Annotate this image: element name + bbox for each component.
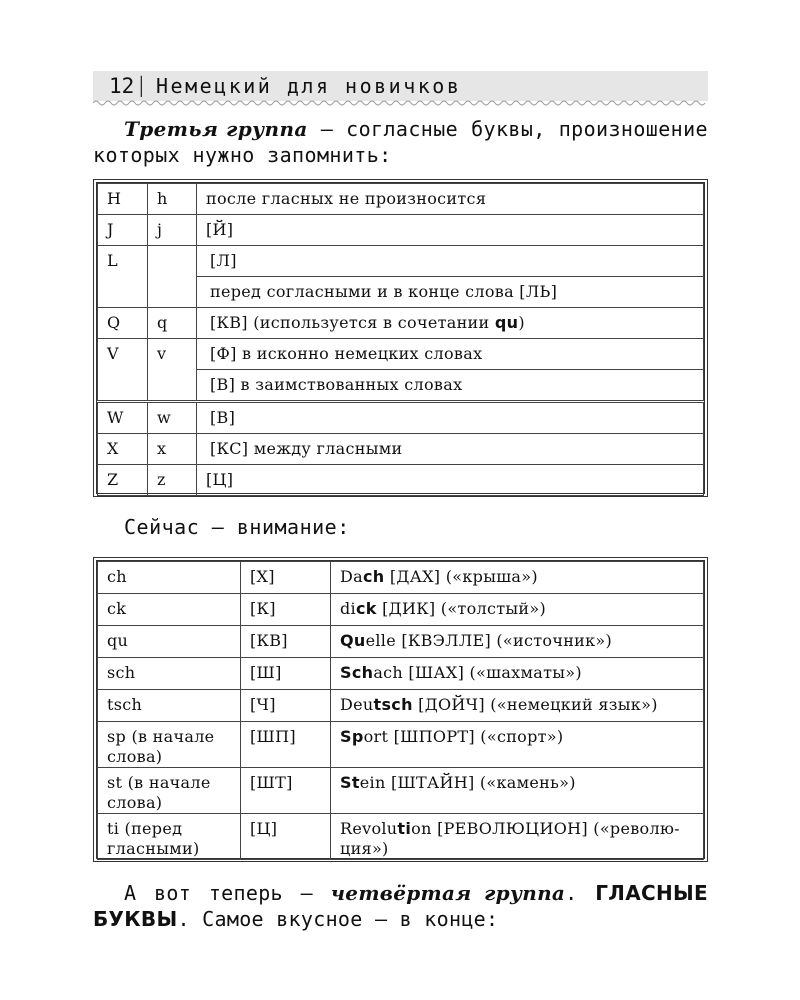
combination: ck — [98, 594, 241, 626]
upper-letter: W — [98, 402, 148, 434]
combination: qu — [98, 626, 241, 658]
example — [331, 626, 704, 658]
table-row — [98, 768, 704, 814]
pronunciation: после гласных не произносится — [197, 184, 704, 215]
closing-paragraph — [93, 880, 708, 932]
lower-letter: w — [148, 402, 197, 434]
pronunciation-text: ) — [518, 313, 525, 332]
example-text: elle [КВЭЛЛЕ] («источник») — [365, 631, 613, 650]
example-text: Deu — [340, 695, 374, 714]
closing-text: . — [565, 881, 596, 905]
example-bold: Sch — [340, 663, 374, 682]
header-separator: | — [139, 72, 144, 97]
pronunciation-bold: qu — [494, 313, 519, 332]
table-row — [98, 184, 704, 215]
example-text: Da — [340, 567, 363, 586]
example-text: [ДОЙЧ] («немецкий язык») — [412, 695, 658, 714]
lower-letter — [148, 246, 197, 308]
example-text: ach [ШАХ] («шахматы») — [373, 663, 582, 682]
sound: [Ц] — [241, 814, 331, 860]
example-bold: Qu — [340, 631, 366, 650]
pronunciation-text: [КВ] (используется в сочетании — [210, 313, 495, 332]
table-row — [98, 626, 704, 658]
table-row — [98, 402, 704, 434]
lower-letter: h — [148, 184, 197, 215]
pronunciation — [197, 308, 704, 339]
intro-paragraph — [93, 116, 708, 168]
example — [331, 658, 704, 690]
book-title: Немецкий для новичков — [156, 74, 462, 98]
upper-letter: Z — [98, 465, 148, 496]
lower-letter: x — [148, 434, 197, 465]
combination: ch — [98, 562, 241, 594]
combination: st (в начале слова) — [98, 768, 241, 814]
example — [331, 562, 704, 594]
example-text: ort [ШПОРТ] («спорт») — [363, 727, 564, 746]
upper-letter: L — [98, 246, 148, 308]
closing-bold: ГЛАСНЫЕ БУКВЫ — [93, 881, 708, 931]
example — [331, 722, 704, 768]
example-text: [ДИК] («толстый») — [376, 599, 547, 618]
example-bold: ck — [355, 599, 377, 618]
table-row — [98, 658, 704, 690]
example — [331, 768, 704, 814]
upper-letter: X — [98, 434, 148, 465]
pronunciation: [Й] — [197, 215, 704, 246]
pronunciation: перед согласными и в конце слова [ЛЬ] — [197, 277, 704, 308]
example-text: di — [340, 599, 356, 618]
combination: ti (перед гласными) — [98, 814, 241, 860]
upper-letter: H — [98, 184, 148, 215]
example-bold: Sp — [340, 727, 364, 746]
example-text: ein [ШТАЙН] («камень») — [359, 773, 576, 792]
lower-letter: q — [148, 308, 197, 339]
example-text: Revolu — [340, 819, 398, 838]
upper-letter: V — [98, 339, 148, 402]
example — [331, 690, 704, 722]
pronunciation: [В] в заимствованных словах — [197, 370, 704, 402]
example-text: [ДАХ] («крыша») — [384, 567, 538, 586]
attention-line: Сейчас — внимание: — [124, 515, 350, 539]
example-bold: ch — [362, 567, 385, 586]
sound: [К] — [241, 594, 331, 626]
table-row — [98, 246, 704, 277]
intro-term: Третья группа — [124, 117, 308, 141]
running-header — [93, 71, 708, 101]
table-row — [98, 594, 704, 626]
page-number: 12 — [109, 74, 135, 98]
example-bold: ti — [397, 819, 412, 838]
pronunciation: [Ц] — [197, 465, 704, 496]
closing-text: А вот теперь — — [124, 881, 331, 905]
decorative-wavy-border — [93, 99, 708, 107]
example-bold: St — [340, 773, 360, 792]
pronunciation: [В] — [197, 402, 704, 434]
lower-letter: z — [148, 465, 197, 496]
lower-letter: j — [148, 215, 197, 246]
closing-term: четвёртая группа — [330, 881, 566, 905]
pronunciation: [КС] между гласными — [197, 434, 704, 465]
table-row — [98, 308, 704, 339]
sound: [ШП] — [241, 722, 331, 768]
example — [331, 814, 704, 860]
lower-letter: v — [148, 339, 197, 402]
table-row — [98, 562, 704, 594]
upper-letter: Q — [98, 308, 148, 339]
table-row — [98, 339, 704, 370]
combination: sch — [98, 658, 241, 690]
example-bold: tsch — [373, 695, 413, 714]
table-row — [98, 434, 704, 465]
pronunciation: [Ф] в исконно немецких словах — [197, 339, 704, 370]
table-row — [98, 814, 704, 860]
table-row — [98, 215, 704, 246]
sound: [Ч] — [241, 690, 331, 722]
closing-text: . Самое вкусное — в конце: — [177, 907, 499, 931]
sound: [ШТ] — [241, 768, 331, 814]
example-text: on [РЕВОЛЮЦИОН] («револю-ция») — [340, 819, 680, 858]
pronunciation: [Л] — [197, 246, 704, 277]
sound: [Х] — [241, 562, 331, 594]
table-row — [98, 690, 704, 722]
consonant-table — [93, 179, 708, 497]
upper-letter: J — [98, 215, 148, 246]
sound: [КВ] — [241, 626, 331, 658]
sound: [Ш] — [241, 658, 331, 690]
combination: sp (в начале слова) — [98, 722, 241, 768]
combinations-table — [93, 557, 708, 862]
table-row — [98, 465, 704, 496]
combination: tsch — [98, 690, 241, 722]
table-row — [98, 722, 704, 768]
example — [331, 594, 704, 626]
intro-text: — согласные буквы, произношение которых нужно запомнить: — [93, 117, 708, 167]
